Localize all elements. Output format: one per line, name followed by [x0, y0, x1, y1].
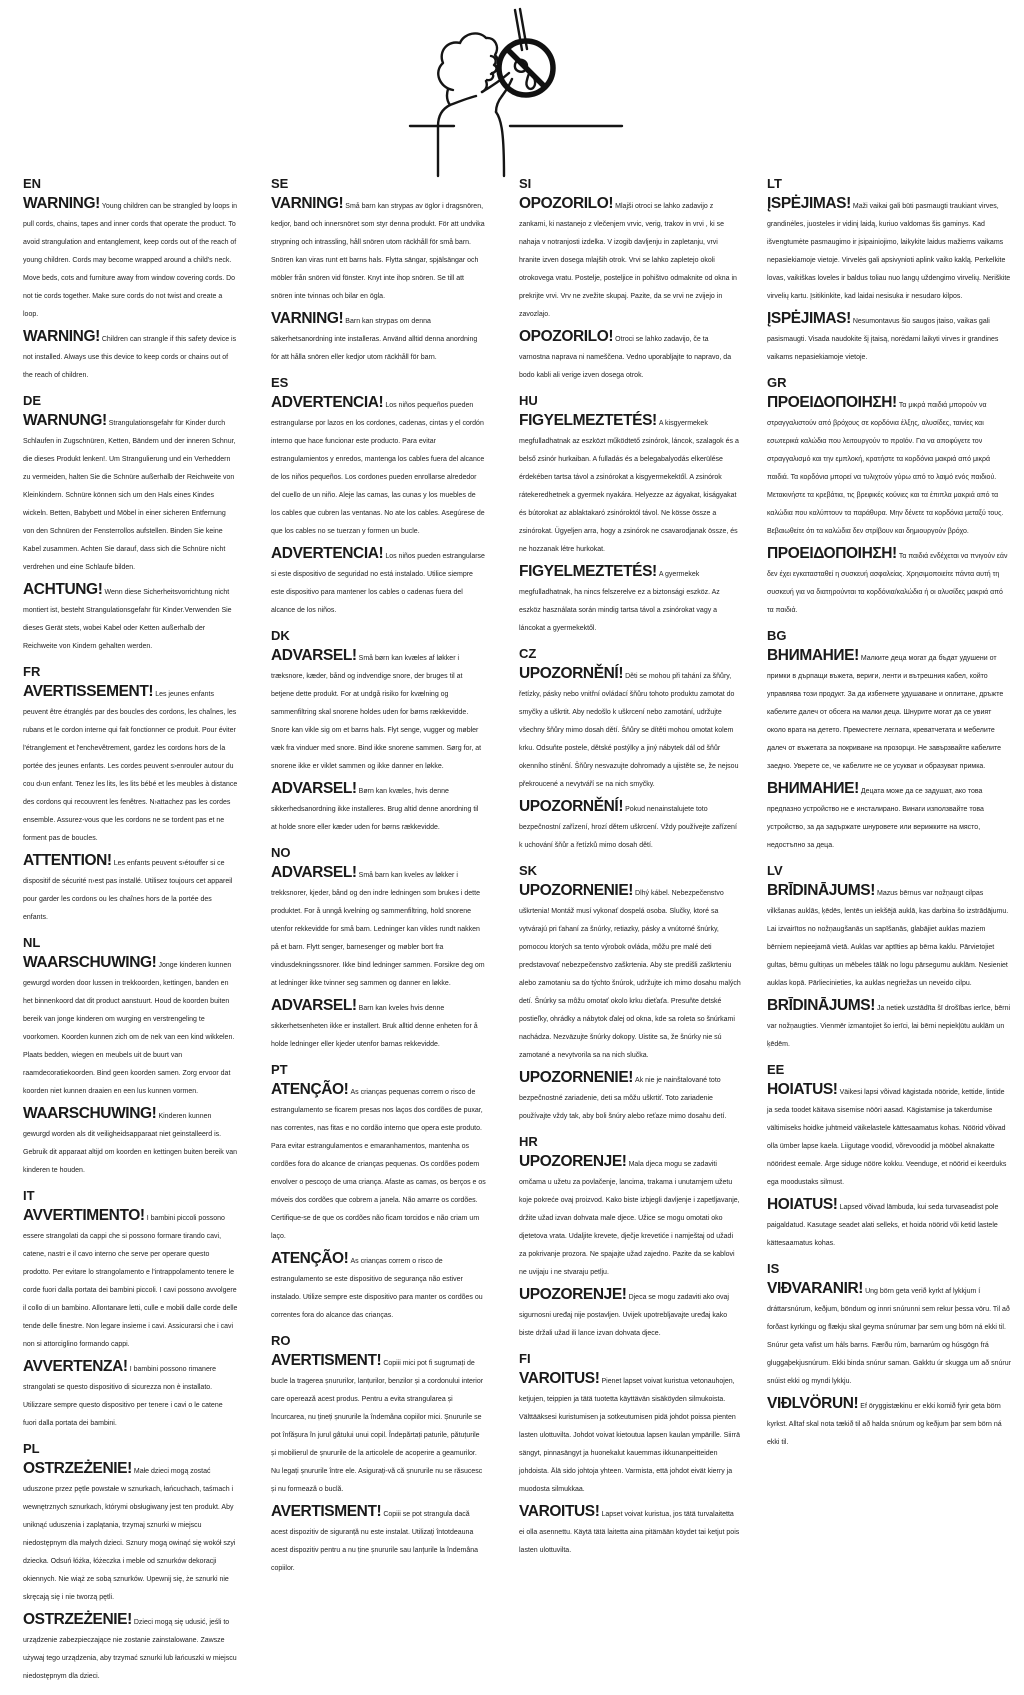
warning-body: Wenn diese Sicherheitsvorrichtung nicht montiert ist, besteht Strangulationsgefahr für Kinder.Verwenden Sie dieses Gerät stets, wobei Kabel oder Ketten außerhalb der Reichweite von Kindern gehalten werden. — [23, 589, 232, 650]
warning-paragraph — [767, 1081, 1011, 1189]
warning-paragraph — [271, 647, 486, 773]
warning-paragraph — [271, 864, 486, 990]
column-2 — [271, 177, 486, 1587]
warning-title: VARNING! — [271, 195, 344, 212]
warning-body: Pokud nenainstalujete toto bezpečnostní zařízení, hrozí dětem uškrcení. Vždy používejte zařízení k uchování šňůr a řetízků mimo dosah dětí. — [519, 806, 737, 849]
warning-title: UPOZORNENIE! — [519, 882, 634, 899]
warning-title: ADVARSEL! — [271, 647, 357, 664]
language-code-label: RO — [271, 1333, 291, 1348]
warning-paragraph — [23, 683, 238, 845]
warning-body: Små barn kan strypas av öglor i dragsnören, kedjor, band och innersnöret som styr denna produkt. För att undvika strypning och intrassling, håll snören utom räckhåll för små barn. Snören kan viras runt ett barns hals. Flytta sängar, spjälsängar och möbler från snören vid fönster. Knyt inte ihop snören. Se till att snören inte tvinnas och bilar en ögla. — [271, 203, 485, 300]
warning-title: UPOZORENJE! — [519, 1153, 627, 1170]
warning-body: As crianças pequenas correm o risco de estrangulamento se ficarem presas nos laços dos cordões de puxar, nas correntes, nas fitas e no cordão interno que opera este produto. Para evitar estrangulamentos e emaranhamentos, mantenha os cordões fora do alcance de crianças pequenas. Os cordões podem envolver o pescoço de uma criança. Afaste as camas, os berços e os móveis dos cordões que cobrem a janela. Não amarre os cordões. Certifique-se de que os cordões não ficam torcidos e não criam um laço. — [271, 1089, 486, 1240]
warning-body: Τα παιδιά ενδέχεται να πνιγούν εάν δεν έχει εγκατασταθεί η συσκευή ασφαλείας. Χρησιμοποιείτε πάντα αυτή τη συσκευή για να διατηρούνται τα κορδόνια/καλώδια ή οι αλυσίδες μακριά από τα παιδιά. — [767, 553, 1008, 614]
section-no — [271, 846, 486, 1051]
warning-title: ATENÇÃO! — [271, 1081, 349, 1098]
warning-body: Les jeunes enfants peuvent être étranglés par des boucles des cordons, les chaînes, les rubans et le cordon interne qui fait fonctionner ce produit. Pour éviter l'étranglement et l'enchevêtrement, gardez les cordons hors de la portée des jeunes enfants. Les cordes peuvent s›enrouler autour du cou d›un enfant. Tenez les lits, les lits bébé et les meubles à distance des cordons qui recouvrent les fenêtres. N›attachez pas les cordes ensemble. Assurez-vous que les cordons ne se tordent pas et ne forment pas de boucles. — [23, 691, 238, 842]
warning-body: Децата може да се задушат, ако това предпазно устройство не е инсталирано. Винаги използвайте това устройство, за да задържате шнуровете или верижките на място, недостъпно за деца. — [767, 788, 984, 849]
warning-paragraph — [23, 852, 238, 924]
warning-body: I bambini possono rimanere strangolati se questo dispositivo di sicurezza non è installato. Utilizzare sempre questo dispositivo per tenere i cavi o le catene fuori dalla portata dei bambini. — [23, 1366, 223, 1427]
warning-paragraph — [519, 1503, 741, 1557]
warning-paragraph — [519, 1286, 741, 1340]
warning-body: Children can strangle if this safety device is not installed. Always use this device to keep cords or chains out of the reach of children. — [23, 336, 237, 379]
warning-title: FIGYELMEZTETÉS! — [519, 563, 657, 580]
warning-body: Los niños pueden estrangularse si este dispositivo de seguridad no está instalado. Utilice siempre este dispositivo para mantener los cables o cadenas fuera del alcance de los niños. — [271, 553, 485, 614]
warning-paragraph — [767, 545, 1011, 617]
warning-title: ADVERTENCIA! — [271, 545, 384, 562]
warning-body: Copiii se pot strangula dacă acest dispozitiv de siguranță nu este instalat. Utilizați întotdeauna acest dispozitiv pentru a nu ține șnururile sau lanțurile la îndemâna copiilor. — [271, 1511, 479, 1572]
warning-paragraph — [767, 394, 1011, 538]
section-ro — [271, 1334, 486, 1575]
warning-paragraph — [23, 1105, 238, 1177]
warning-title: FIGYELMEZTETÉS! — [519, 412, 657, 429]
warning-title: UPOZORNENIE! — [519, 1069, 634, 1086]
warning-paragraph — [271, 195, 486, 303]
warning-title: OSTRZEŻENIE! — [23, 1460, 132, 1477]
warning-paragraph — [767, 1196, 1011, 1250]
section-pt — [271, 1063, 486, 1322]
warning-paragraph — [271, 545, 486, 617]
warning-title: HOIATUS! — [767, 1081, 838, 1098]
warning-paragraph — [519, 328, 741, 382]
warning-paragraph — [519, 798, 741, 852]
warning-title: ADVARSEL! — [271, 864, 357, 881]
section-hr — [519, 1135, 741, 1340]
warning-title: WARNUNG! — [23, 412, 107, 429]
warning-title: ĮSPĖJIMAS! — [767, 310, 851, 327]
warning-body: Děti se mohou při tahání za šňůry, řetízky, pásky nebo vnitřní ovládací šňůru tohoto produktu zamotat do smyčky a uškrtit. Aby nedošlo k uškrcení nebo zamotání, udržujte všechny šňůry mimo dosah dětí. Šňůry se dítěti mohou omotat kolem krku. Odsuňte postele, dětské postýlky a jiný nábytek dál od šňůr okenního stínění. Šňůry nesvazujte dohromady a ujistěte se, že nejsou překroucené a nevytváří se na nich smyčky. — [519, 673, 739, 788]
warning-title: ACHTUNG! — [23, 581, 103, 598]
warning-paragraph — [767, 195, 1011, 303]
warning-body: Ak nie je nainštalované toto bezpečnostné zariadenie, deti sa môžu uškrtiť. Toto zariadenie používajte vždy tak, aby boli šnúry alebo reťaze mimo dosahu detí. — [519, 1077, 727, 1120]
warning-title: ВНИМАНИЕ! — [767, 780, 859, 797]
warning-body: Małe dzieci mogą zostać uduszone przez pętle powstałe w sznurkach, łańcuchach, taśmach i wewnętrznych sznurkach, którymi obsługiwany jest ten produkt. Aby uniknąć uduszenia i zaplątania, trzymaj sznurki w miejscu niedostępnym dla małych dzieci. Sznury mogą owinąć się wokół szyi dziecka. Odsuń łóżka, łóżeczka i meble od sznurków dekoracji okiennych. Nie wiąż ze sobą sznurków. Upewnij się, że sznurki nie skręcają się i nie tworzą pętli. — [23, 1468, 236, 1601]
language-code-label: FI — [519, 1351, 531, 1366]
warning-body: Små børn kan kvæles af løkker i træksnore, kæder, bånd og indvendige snore, der bruges til at betjene dette produkt. For at undgå risiko for kvælning og sammenfiltring skal snorene holdes uden for børns rækkevidde. Snore kan vikle sig om et barns hals. Flyt senge, vugger og møbler væk fra vinduer med snore. Bind ikke snorene sammen. Sørg for, at snorene ikke er viklet sammen og ikke danner en løkke. — [271, 655, 482, 770]
warning-paragraph — [767, 997, 1011, 1051]
warning-paragraph — [23, 1460, 238, 1604]
warning-body: Strangulationsgefahr für Kinder durch Schlaufen in Zugschnüren, Ketten, Bändern und der inneren Schnur, die dieses Produkt lenken!. Um Strangulierung und ein Verheddern zu vermeiden, halten Sie die Schnüre außerhalb der Reichweite von Kleinkindern. Schnüre können sich um den Hals eines Kindes wickeln. Betten, Babybett und Möbel in einer sicheren Entfernung von den Schnüren der Fensterrollos aufstellen. Binden Sie keine Kabel zusammen. Achten Sie darauf, dass sich die Schnüre nicht verdrehen und eine Schlaufe bilden. — [23, 420, 236, 571]
language-code-label: NL — [23, 935, 41, 950]
warning-title: ΠΡΟΕΙΔΟΠΟΙΗΣΗ! — [767, 545, 897, 562]
section-es — [271, 376, 486, 617]
warning-body: Ef öryggistækinu er ekki komið fyrir geta börn kyrkst. Alltaf skal nota tækið til að halda snúrum og keðjum þar sem börn ná ekki til. — [767, 1403, 1002, 1446]
language-code-label: EE — [767, 1062, 785, 1077]
warning-body: Kinderen kunnen gewurgd worden als dit veiligheidsapparaat niet geinstalleerd is. Gebruik dit apparaat altijd om koorden en kettingen buiten bereik van kinderen te houden. — [23, 1113, 238, 1174]
column-3 — [519, 177, 741, 1569]
warning-paragraph — [519, 882, 741, 1062]
language-code-label: GR — [767, 375, 787, 390]
section-fr — [23, 665, 238, 924]
section-sk — [519, 864, 741, 1123]
warning-paragraph — [767, 882, 1011, 990]
section-ee — [767, 1063, 1011, 1250]
warning-title: AVERTISMENT! — [271, 1503, 382, 1520]
warning-body: Små barn kan kveles av løkker i trekksnorer, kjeder, bånd og den indre ledningen som brukes i dette produktet. For å unngå kvelning og sammenfiltring, hold snorene utenfor rekkevidde for små barn. Ledninger kan vikles rundt nakken på et barn. Flytt senger, barnesenger og møbler bort fra vindusdekningssnorer. Ikke bind ledninger sammen. Forsikre deg om at ledninger ikke tvinner seg sammen og danner en løkke. — [271, 872, 485, 987]
section-cz — [519, 647, 741, 852]
column-1 — [23, 177, 238, 1695]
warning-title: OPOZORILO! — [519, 195, 614, 212]
section-lt — [767, 177, 1011, 364]
warning-paragraph — [271, 1081, 486, 1243]
language-code-label: NO — [271, 845, 291, 860]
section-it — [23, 1189, 238, 1430]
section-hu — [519, 394, 741, 635]
warning-paragraph — [271, 1503, 486, 1575]
warning-title: VIÐLVÖRUN! — [767, 1395, 859, 1412]
warning-title: ADVERTENCIA! — [271, 394, 384, 411]
warning-body: Dlhý kábel. Nebezpečenstvo uškrtenia! Montáž musí vykonať dospelá osoba. Slučky, ktoré sa vytvárajú pri ťahaní za šnúrky, retiazky, pásky a vnútorné šnúrky, pomocou ktorých sa tento výrobok ovláda, môžu pre malé deti predstavovať nebezpečenstvo zaškrtenia. Aby ste predišli zaškrteniu alebo zamotaniu sa do týchto šnúrok, udržujte ich mimo dosahu malých detí. Šnúrky sa môžu omotať okolo krku dieťaťa. Presuňte detské postieľky, ohrádky a nábytok ďalej od okna, kde sa roleta so šnúrkami nachádza. Nezväzujte šnúrky dokopy. Uistite sa, že šnúrky nie sú zamotané a nevytvorila sa na nich slučka. — [519, 890, 741, 1059]
warning-body: Los niños pequeños pueden estrangularse por lazos en los cordones, cadenas, cintas y el cordón interno que hace funcionar este producto. Para evitar estrangulamientos y enredos, mantenga los cables fuera del alcance de los niños pequeños. Los cordones pueden enrollarse alrededor del cuello de un niño. Aleje las camas, las cunas y los muebles de los cables que cubren las ventanas. No ate los cables. Asegúrese de que los cables no se tuerzan y formen un bucle. — [271, 402, 485, 535]
warning-paragraph — [519, 1153, 741, 1279]
warning-title: AVERTISMENT! — [271, 1352, 382, 1369]
warning-title: WAARSCHUWING! — [23, 1105, 157, 1122]
language-code-label: LV — [767, 863, 783, 878]
language-code-label: HR — [519, 1134, 538, 1149]
warning-title: OPOZORILO! — [519, 328, 614, 345]
warning-body: Barn kan kveles hvis denne sikkerhetsenheten ikke er installert. Bruk alltid denne enheten for å holde ledninger eller kjeder utenfor barnas rekkevidde. — [271, 1005, 478, 1048]
warning-paragraph — [23, 328, 238, 382]
child-reaching-cord-prohibition-icon — [398, 6, 633, 178]
warning-title: UPOZORNĚNÍ! — [519, 665, 624, 682]
warning-title: HOIATUS! — [767, 1196, 838, 1213]
warning-paragraph — [519, 1069, 741, 1123]
warning-body: Dzieci mogą się udusić, jeśli to urządzenie zabezpieczające nie zostanie zainstalowane. Zawsze używaj tego urządzenia, aby trzymać sznurki lub łańcuszki w miejscu niedostępnym dla dzieci. — [23, 1619, 237, 1680]
warning-paragraph — [23, 412, 238, 574]
warning-body: Nesumontavus šio saugos įtaiso, vaikas gali pasismaugti. Visada naudokite šį įtaisą, norėdami laikyti virves ir grandines vaikams nepasiekiamoje vietoje. — [767, 318, 999, 361]
warning-paragraph — [23, 1358, 238, 1430]
warning-paragraph — [23, 954, 238, 1098]
warning-body: Mala djeca mogu se zadaviti omčama u užetu za povlačenje, lancima, trakama i unutarnjem užetu koje pokreće ovaj proizvod. Kako biste izbjegli davljenje i zapetljavanje, držite užad izvan dohvata male djece. Užice se mogu omotati oko djetetova vrata. Udaljite krevete, dječje krevetiće i namještaj od užadi za pokrivanje prozora. Ne spajajte užad zajedno. Pazite da se kablovi ne uvijaju i ne stvaraju petlju. — [519, 1161, 740, 1276]
warning-paragraph — [23, 581, 238, 653]
language-code-label: EN — [23, 176, 42, 191]
language-code-label: SE — [271, 176, 289, 191]
warning-title: VIÐVARANIR! — [767, 1280, 864, 1297]
warning-title: ATENÇÃO! — [271, 1250, 349, 1267]
warning-body: A gyermekek megfulladhatnak, ha nincs felszerelve ez a biztonsági eszköz. Az eszköz használata során mindig tartsa távol a zsinórokat vagy a láncokat a gyermekektől. — [519, 571, 720, 632]
language-code-label: IS — [767, 1261, 780, 1276]
warning-body: A kisgyermekek megfulladhatnak az eszközt működtető zsinórok, láncok, szalagok és a belső zsinór hurkaiban. A fulladás és a belegabalyodás elkerülése érdekében tartsa távol a zsinórokat a kisgyermekektől. A zsinórok rátekeredhetnek a gyermek nyakára. Helyezze az ágyakat, kiságyakat és bútorokat az ablaktakaró zsinóroktól távol. Ne kösse össze a zsinórokat. Ügyeljen arra, hogy a zsinórok ne csavarodjanak össze, és ne hozzanak létre hurkokat. — [519, 420, 739, 553]
warning-title: WAARSCHUWING! — [23, 954, 157, 971]
language-code-label: LT — [767, 176, 782, 191]
warning-body: Τα μικρά παιδιά μπορούν να στραγγαλιστούν από βρόχους σε κορδόνια έλξης, αλυσίδες, ταινίες και εσωτερικά καλώδια που λειτουργούν το προϊόν. Για να αποφύγετε τον στραγγαλισμό και την εμπλοκή, κρατήστε τα κορδόνια μακριά από μικρά παιδιά. Τα κορδόνια μπορεί να τυλιχτούν γύρω από το λαιμό ενός παιδιού. Μετακινήστε τα κρεβάτια, τις βρεφικές κούνιες και τα έπιπλα μακριά από τα καλώδια που καλύπτουν τα παράθυρα. Μην δένετε τα κορδόνια μεταξύ τους. Βεβαιωθείτε ότι τα καλώδια δεν στρίβουν και δημιουργούν βρόχο. — [767, 402, 1004, 535]
warning-body: Copiii mici pot fi sugrumați de bucle la tragerea șnururilor, lanțurilor, benzilor și a cordonului interior care operează acest produs. Pentru a evita strangularea și încurcarea, nu țineți șnururile la îndemâna copiilor mici. Șnururile se pot înfășura în jurul gâtului unui copil. Îndepărtați paturile, pătuțurile și mobilierul de șnururile de la articolele de acoperire a geamurilor. Nu legați șnururile între ele. Asigurați-vă că șnururile nu se răsucesc și nu formează o buclă. — [271, 1360, 484, 1493]
warning-paragraph — [23, 1207, 238, 1351]
warning-title: VAROITUS! — [519, 1370, 600, 1387]
warning-body: Ja netiek uzstādīta šī drošības ierīce, bērni var nožņaugties. Vienmēr izmantojiet šo ierīci, lai bērni nepiekļūtu auklām un ķēdēm. — [767, 1005, 1011, 1048]
warning-paragraph — [519, 412, 741, 556]
warning-title: ΠΡΟΕΙΔΟΠΟΙΗΣΗ! — [767, 394, 897, 411]
warning-title: UPOZORENJE! — [519, 1286, 627, 1303]
section-bg — [767, 629, 1011, 852]
section-fi — [519, 1352, 741, 1557]
language-code-label: PL — [23, 1441, 40, 1456]
warning-body: Les enfants peuvent s›étouffer si ce dispositif de sécurité n›est pas installé. Utilisez toujours cet appareil pour garder les cordons ou les chaînes hors de la portée des enfants. — [23, 860, 233, 921]
warning-body: Lapsed võivad lämbuda, kui seda turvaseadist pole paigaldatud. Kasutage seadet alati selleks, et hoida nöörid või ketid lastele kättesaamatus kohas. — [767, 1204, 999, 1247]
language-code-label: CZ — [519, 646, 537, 661]
warning-body: Jonge kinderen kunnen gewurgd worden door lussen in trekkoorden, kettingen, banden en het binnenkoord dat dit product aanstuurt. Houd de koorden buiten bereik van jonge kinderen om wurging en verstrengeling te voorkomen. Koorden kunnen zich om de nek van een kind wikkelen. Plaats bedden, wiegen en meubels uit de buurt van raamdecoratiekoorden. Bind geen koorden samen. Zorg ervoor dat koorden niet kunnen draaien en een lus kunnen vormen. — [23, 962, 235, 1095]
warning-title: BRĪDINĀJUMS! — [767, 882, 876, 899]
warning-paragraph — [23, 195, 238, 321]
warning-title: WARNING! — [23, 195, 100, 212]
section-lv — [767, 864, 1011, 1051]
section-dk — [271, 629, 486, 834]
section-si — [519, 177, 741, 382]
warning-title: ADVARSEL! — [271, 997, 357, 1014]
section-se — [271, 177, 486, 364]
warning-body: As crianças correm o risco de estrangulamento se este dispositivo de segurança não estiver instalado. Utilize sempre este dispositivo para manter os cordões ou correntes fora do alcance das crianças. — [271, 1258, 483, 1319]
warning-paragraph — [767, 310, 1011, 364]
warning-title: OSTRZEŻENIE! — [23, 1611, 132, 1628]
language-code-label: DK — [271, 628, 290, 643]
section-gr — [767, 376, 1011, 617]
language-code-label: HU — [519, 393, 538, 408]
warning-paragraph — [519, 1370, 741, 1496]
warning-body: Ung börn geta verið kyrkt af lykkjum í dráttarsnúrum, keðjum, böndum og innri snúrunni sem rekur þessa vöru. Til að forðast kyrkingu og flækju skal geyma snúrurnar þar sem ung börn ná ekki til. Snúrur geta vafist um háls barns. Færðu rúm, barnarúm og húsgögn frá gluggaþekjusnúrum. Ekki binda snúrur saman. Gakktu úr skugga um að snúrur snúist ekki og myndi lykkju. — [767, 1288, 1011, 1385]
section-de — [23, 394, 238, 653]
warning-title: ĮSPĖJIMAS! — [767, 195, 851, 212]
warning-title: BRĪDINĀJUMS! — [767, 997, 876, 1014]
language-code-label: SK — [519, 863, 538, 878]
warning-paragraph — [271, 1250, 486, 1322]
warning-body: Pienet lapset voivat kuristua vetonauhojen, ketjujen, teippien ja tätä tuotetta käyttävän sisäköyden silmukoista. Välttääksesi kuristumisen ja sotkeutumisen pidä johdot poissa pienten lasten ulottuvilta. Johdot voivat kietoutua lapsen kaulan ympärille. Siirrä sängyt, pinnasängyt ja huonekalut kauemmas ikkunanpeitteiden johdoista. Älä sido johtoja yhteen. Varmista, että johdot eivät kierry ja muodosta silmukkaa. — [519, 1378, 741, 1493]
section-en — [23, 177, 238, 382]
section-nl — [23, 936, 238, 1177]
language-code-label: FR — [23, 664, 41, 679]
warning-paragraph — [519, 563, 741, 635]
warning-body: Børn kan kvæles, hvis denne sikkerhedsanordning ikke installeres. Brug altid denne anordning til at holde snore eller kæder uden for børns rækkevidde. — [271, 788, 479, 831]
warning-title: AVVERTIMENTO! — [23, 1207, 145, 1224]
warning-body: Maži vaikai gali būti pasmaugti traukiant virves, grandinėles, juosteles ir vidinį laidą, kuriuo valdomas šis gaminys. Kad išvengtumėte pasmaugimo ir įsipainiojimo, laikykite laidus mažiems vaikams nepasiekiamoje vietoje. Virvelės gali apsivynioti aplink vaiko kaklą. Perkelkite lovas, vaikiškas loveles ir baldus toliau nuo langų uždengimo virvelių. Neriškite virvelių kartu. Įsitikinkite, kad laidai nesisuka ir nesudaro kilpos. — [767, 203, 1011, 300]
warning-paragraph — [271, 310, 486, 364]
warning-body: Väikesi lapsi võivad kägistada nööride, kettide, lintide ja seda toodet käitava sisemise nööri aasad. Kägistamise ja takerdumise vältimiseks hoidke juhtmeid väikelastele kättesaamatus kohas. Nöörid võivad olla ümber lapse kaela. Liigutage voodid, võrevoodid ja mööbel aknakatte nööridest eemale. Ärge siduge nööre kokku. Veenduge, et nöörid ei keerduks ega moodustaks silmust. — [767, 1089, 1007, 1186]
warning-paragraph — [271, 997, 486, 1051]
warning-body: Mazus bērnus var nožņaugt cilpas vilkšanas auklās, ķēdēs, lentēs un iekšējā auklā, kas darbina šo izstrādājumu. Lai izvairītos no nožņaugšanās un sapīšanās, glabājiet auklas maziem bērniem nepieejamā vietā. Auklas var aptīties ap bērna kaklu. Pārvietojiet gultas, bērnu gultiņas un mēbeles tālāk no logu pārsegumu auklām. Nesieniet auklas kopā. Pārliecinieties, ka auklas negriežas un neveido cilpu. — [767, 890, 1009, 987]
language-code-label: PT — [271, 1062, 288, 1077]
language-code-label: IT — [23, 1188, 35, 1203]
column-4 — [767, 177, 1011, 1461]
warning-title: VARNING! — [271, 310, 344, 327]
warning-paragraph — [271, 1352, 486, 1496]
warning-title: VAROITUS! — [519, 1503, 600, 1520]
warning-paragraph — [271, 780, 486, 834]
warning-paragraph — [767, 647, 1011, 773]
warning-body: Djeca se mogu zadaviti ako ovaj sigurnosni uređaj nije postavljen. Uvijek upotrebljavajte uređaj kako biste držali užad ili lance izvan dohvata djece. — [519, 1294, 729, 1337]
warning-title: AVERTISSEMENT! — [23, 683, 154, 700]
warning-body: Малките деца могат да бъдат удушени от примки в дърпащи въжета, вериги, ленти и вътрешния кабел, който управлява този продукт. За да избегнете удушаване и оплитане, дръжте кабелите далеч от обсега на малки деца. Шнурите могат да се увият около врата на детето. Преместете леглата, креватчетата и мебелите далеч от въжетата за покриване на прозорци. Не завързвайте кабелите заедно. Уверете се, че кабелите не се усукват и образуват примка. — [767, 655, 1004, 770]
warning-paragraph — [519, 195, 741, 321]
warning-body: Barn kan strypas om denna säkerhetsanordning inte installeras. Använd alltid denna anordning för att hålla snören eller kedjor utom räckhåll för barn. — [271, 318, 478, 361]
warning-paragraph — [767, 1395, 1011, 1449]
warning-body: Mlajši otroci se lahko zadavijo z zankami, ki nastanejo z vlečenjem vrvic, verig, trakov in vrvi , ki se nahaja v notranjosti izdelka. V izogib davljenju in zapletanju, vrvi hranite izven dosega mlajših otrok. Vrvi se lahko zapletejo okoli otrokovega vratu. Postelje, posteljice in pohištvo odmaknite od okna in prekrijte vrvi. Vrv ne zvežite skupaj. Pazite, da se vrvi ne zvijejo in zavozlajo. — [519, 203, 737, 318]
language-code-label: DE — [23, 393, 42, 408]
warning-title: WARNING! — [23, 328, 100, 345]
warning-body: Lapset voivat kuristua, jos tätä turvalaitetta ei olla asennettu. Käytä tätä laitetta aina pitämään köydet tai ketjut pois lasten ulottuvilta. — [519, 1511, 740, 1554]
warning-paragraph — [271, 394, 486, 538]
warning-paragraph — [767, 780, 1011, 852]
warning-title: ADVARSEL! — [271, 780, 357, 797]
warning-paragraph — [767, 1280, 1011, 1388]
warning-paragraph — [23, 1611, 238, 1683]
language-code-label: ES — [271, 375, 289, 390]
warning-title: ВНИМАНИЕ! — [767, 647, 859, 664]
warning-title: AVVERTENZA! — [23, 1358, 128, 1375]
warning-title: UPOZORNĚNÍ! — [519, 798, 624, 815]
illustration — [398, 6, 633, 178]
warning-title: ATTENTION! — [23, 852, 112, 869]
language-code-label: SI — [519, 176, 532, 191]
warning-body: Young children can be strangled by loops in pull cords, chains, tapes and inner cords that operate the product. To avoid strangulation and entanglement, keep cords out of the reach of young children. Cords may become wrapped around a child's neck. Move beds, cots and furniture away from window covering cords. Do not tie cords together. Make sure cords do not twist and create a loop. — [23, 203, 238, 318]
warning-body: I bambini piccoli possono essere strangolati da cappi che si possono formare tirando cavi, catene, nastri e il cavo interno che serve per operare questo prodotto. Per evitare lo strangolamento e l'intrappolamento tenere le corde fuori dalla portata dei bambini piccoli. I cavi possono avvolgere il collo di un bambino. Allontanare letti, culle e mobili dalle corde delle tende delle finestre. Non legare insieme i cavi. Assicurarsi che i cavi non si attorciglino formando cappi. — [23, 1215, 238, 1348]
warning-paragraph — [519, 665, 741, 791]
section-pl — [23, 1442, 238, 1683]
warning-body: Otroci se lahko zadavijo, če ta varnostna naprava ni nameščena. Vedno uporabljajte to napravo, da bodo kabli ali verige izven dosega otrok. — [519, 336, 732, 379]
language-code-label: BG — [767, 628, 787, 643]
section-is — [767, 1262, 1011, 1449]
